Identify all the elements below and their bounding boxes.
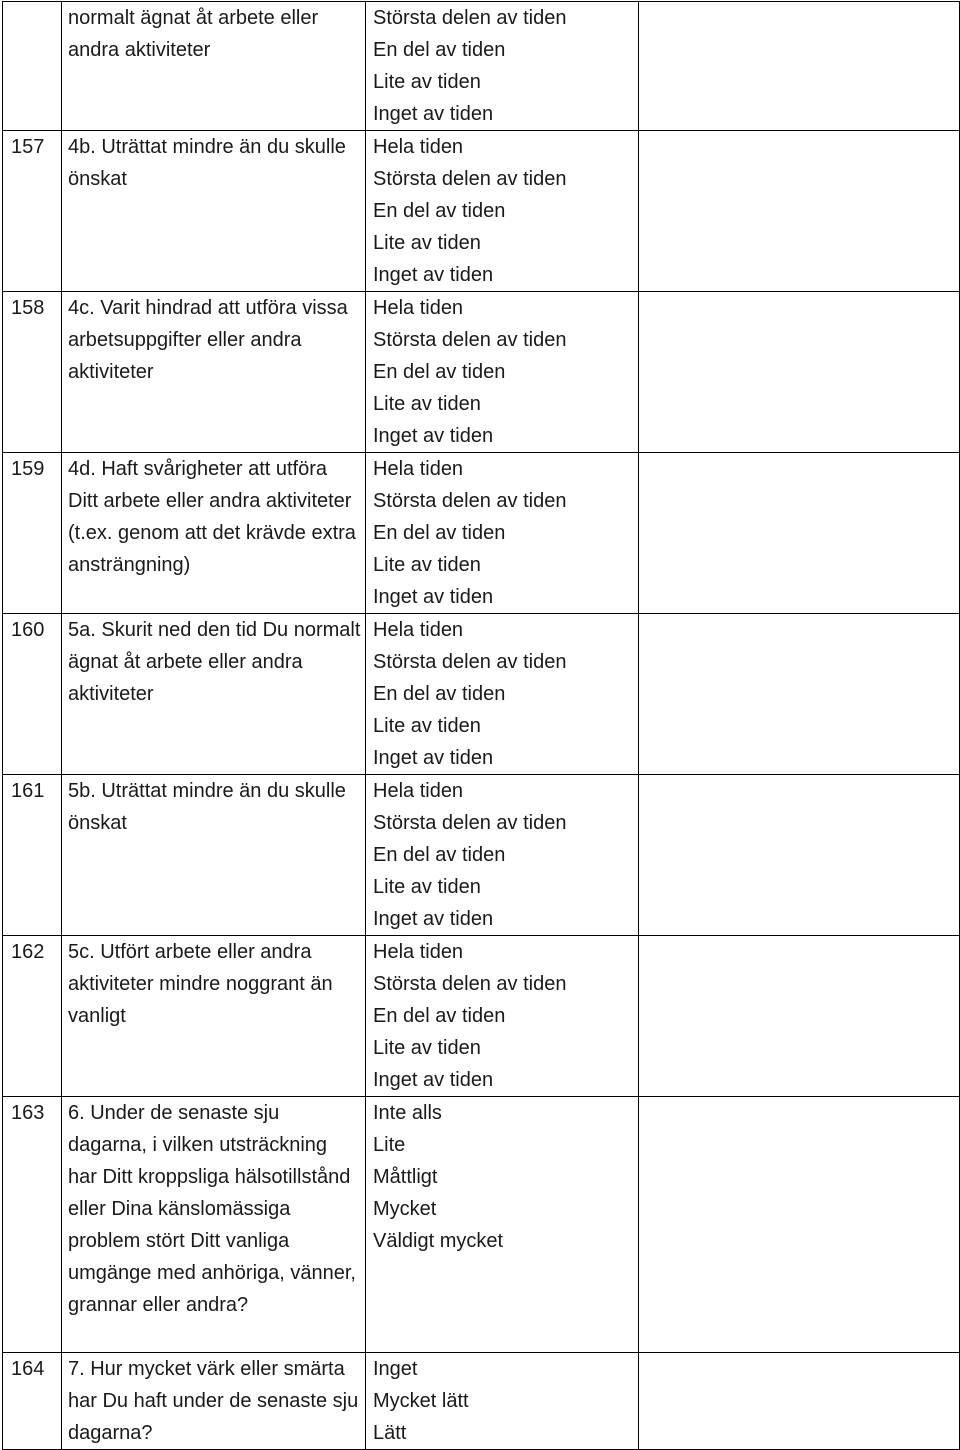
answer-option: Inget av tiden bbox=[373, 425, 494, 447]
answer-option: Mycket bbox=[373, 1198, 437, 1220]
answer-option: En del av tiden bbox=[373, 361, 506, 383]
answer-option: Lite av tiden bbox=[373, 1037, 481, 1059]
answer-option: Lite bbox=[373, 1134, 406, 1156]
questionnaire-table bbox=[2, 1, 960, 1450]
answer-options bbox=[366, 292, 639, 453]
answer-option: Inget av tiden bbox=[373, 103, 494, 125]
answer-option: Hela tiden bbox=[373, 619, 464, 641]
row-number: 164 bbox=[3, 1353, 62, 1450]
table-row bbox=[3, 2, 960, 131]
question-text: 5c. Utfört arbete eller andra aktiviteter mindre noggrant än vanligt bbox=[62, 936, 366, 1097]
answer-option: Lite av tiden bbox=[373, 232, 481, 254]
answer-option: Största delen av tiden bbox=[373, 812, 567, 834]
questionnaire-rows bbox=[3, 2, 960, 1450]
answer-option: Lite av tiden bbox=[373, 715, 481, 737]
question-text: 7. Hur mycket värk eller smärta har Du haft under de senaste sju dagarna? bbox=[62, 1353, 366, 1450]
answer-option: En del av tiden bbox=[373, 39, 506, 61]
answer-option: Inget av tiden bbox=[373, 747, 494, 769]
answer-option: Största delen av tiden bbox=[373, 7, 567, 29]
answer-option: Måttligt bbox=[373, 1166, 438, 1188]
question-text: 5b. Uträttat mindre än du skulle önskat bbox=[62, 775, 366, 936]
answer-options bbox=[366, 1097, 639, 1353]
row-number: 160 bbox=[3, 614, 62, 775]
table-row bbox=[3, 292, 960, 453]
answer-option: Inget av tiden bbox=[373, 908, 494, 930]
answer-option: Hela tiden bbox=[373, 780, 464, 802]
answer-option: Lite av tiden bbox=[373, 393, 481, 415]
row-number: 158 bbox=[3, 292, 62, 453]
row-number: 159 bbox=[3, 453, 62, 614]
answer-option: Hela tiden bbox=[373, 297, 464, 319]
answer-option: Hela tiden bbox=[373, 458, 464, 480]
answer-options bbox=[366, 1353, 639, 1450]
answer-option: Lite av tiden bbox=[373, 876, 481, 898]
answer-option: En del av tiden bbox=[373, 200, 506, 222]
answer-options bbox=[366, 936, 639, 1097]
empty-cell bbox=[639, 453, 960, 614]
answer-option: Inget av tiden bbox=[373, 1069, 494, 1091]
answer-option: Lite av tiden bbox=[373, 554, 481, 576]
answer-option: Största delen av tiden bbox=[373, 973, 567, 995]
empty-cell bbox=[639, 1097, 960, 1353]
question-text: 6. Under de senaste sju dagarna, i vilken utsträckning har Ditt kroppsliga hälsotillstånd eller Dina känslomässiga problem stört Ditt vanliga umgänge med anhöriga, vänner, grannar eller andra? bbox=[62, 1097, 366, 1353]
answer-option: Väldigt mycket bbox=[373, 1230, 504, 1252]
question-text: 4b. Uträttat mindre än du skulle önskat bbox=[62, 131, 366, 292]
empty-cell bbox=[639, 775, 960, 936]
answer-options bbox=[366, 131, 639, 292]
row-number: 163 bbox=[3, 1097, 62, 1353]
table-row bbox=[3, 1353, 960, 1450]
question-text: 4d. Haft svårigheter att utföra Ditt arbete eller andra aktiviteter (t.ex. genom att det krävde extra ansträngning) bbox=[62, 453, 366, 614]
table-row bbox=[3, 131, 960, 292]
answer-option: Inget av tiden bbox=[373, 264, 494, 286]
table-row bbox=[3, 1097, 960, 1353]
answer-option: En del av tiden bbox=[373, 844, 506, 866]
answer-option: Inget av tiden bbox=[373, 586, 494, 608]
empty-cell bbox=[639, 936, 960, 1097]
answer-option: Lätt bbox=[373, 1422, 407, 1444]
empty-cell bbox=[639, 1353, 960, 1450]
question-text: normalt ägnat åt arbete eller andra aktiviteter bbox=[62, 2, 366, 131]
answer-option: Mycket lätt bbox=[373, 1390, 469, 1412]
answer-option: En del av tiden bbox=[373, 522, 506, 544]
row-number: 162 bbox=[3, 936, 62, 1097]
empty-cell bbox=[639, 2, 960, 131]
table-row bbox=[3, 936, 960, 1097]
answer-options bbox=[366, 614, 639, 775]
answer-option: En del av tiden bbox=[373, 683, 506, 705]
question-text: 5a. Skurit ned den tid Du normalt ägnat åt arbete eller andra aktiviteter bbox=[62, 614, 366, 775]
answer-option: Inget bbox=[373, 1358, 418, 1380]
answer-options bbox=[366, 775, 639, 936]
empty-cell bbox=[639, 292, 960, 453]
row-number bbox=[3, 2, 62, 131]
table-row bbox=[3, 614, 960, 775]
answer-options bbox=[366, 2, 639, 131]
question-text: 4c. Varit hindrad att utföra vissa arbetsuppgifter eller andra aktiviteter bbox=[62, 292, 366, 453]
row-number: 157 bbox=[3, 131, 62, 292]
answer-options bbox=[366, 453, 639, 614]
answer-option: Hela tiden bbox=[373, 941, 464, 963]
answer-option: Största delen av tiden bbox=[373, 329, 567, 351]
answer-option: Inte alls bbox=[373, 1102, 442, 1124]
row-number: 161 bbox=[3, 775, 62, 936]
answer-option: Största delen av tiden bbox=[373, 490, 567, 512]
empty-cell bbox=[639, 131, 960, 292]
answer-option: En del av tiden bbox=[373, 1005, 506, 1027]
empty-cell bbox=[639, 614, 960, 775]
table-row bbox=[3, 453, 960, 614]
answer-option: Hela tiden bbox=[373, 136, 464, 158]
answer-option: Största delen av tiden bbox=[373, 651, 567, 673]
table-row bbox=[3, 775, 960, 936]
answer-option: Största delen av tiden bbox=[373, 168, 567, 190]
answer-option: Lite av tiden bbox=[373, 71, 481, 93]
